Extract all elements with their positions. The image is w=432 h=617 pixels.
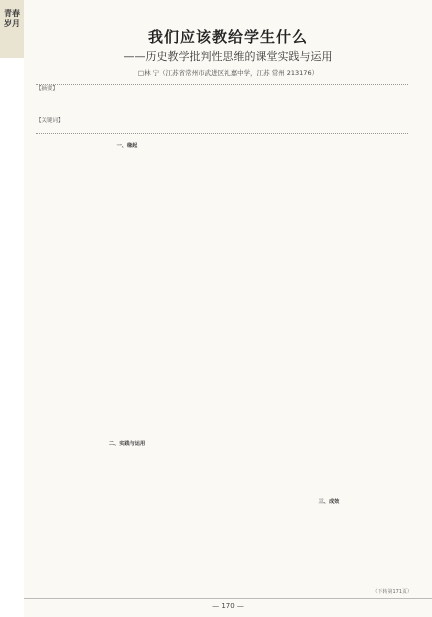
body-column-right — [236, 142, 422, 506]
article-page — [24, 0, 432, 617]
page-number: — 170 — — [212, 602, 244, 610]
side-tab-label: 青春岁月 — [4, 8, 20, 28]
continuation-note: （下转第171页） — [372, 589, 412, 595]
article-title: 我们应该教给学生什么 — [147, 28, 308, 46]
abstract-label: 【摘要】 — [36, 86, 59, 92]
author-line: □林 宁（江苏省常州市武进区礼嘉中学，江苏 常州 213176） — [137, 69, 319, 77]
section-heading-practice: 二、实践与运用 — [108, 441, 146, 447]
side-tab — [0, 0, 24, 617]
body-column-left — [34, 142, 220, 150]
section-heading-results: 三、成效 — [318, 499, 340, 505]
body-column-left-lower — [34, 440, 220, 448]
section-heading-origin: 一、缘起 — [116, 143, 138, 149]
keywords-label: 【关键词】 — [36, 118, 64, 124]
footer-rule — [24, 598, 432, 599]
article-subtitle: ——历史教学批判性思维的课堂实践与运用 — [123, 50, 333, 63]
abstract-box — [36, 84, 408, 134]
